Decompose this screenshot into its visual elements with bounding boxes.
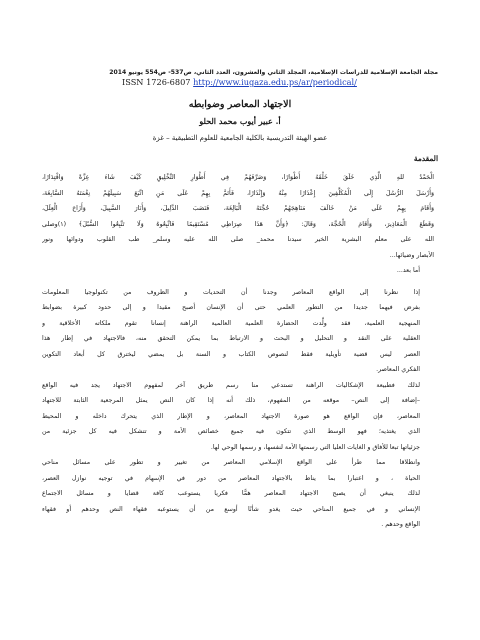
section-heading: المقدمة bbox=[413, 154, 438, 163]
text-line: –إضافة إلى النص– موقعه من المفهوم، ذلك أنه إذا كان النص يمثل المرجعية الثابتة للاجتهاد bbox=[42, 397, 420, 404]
journal-citation: مجلة الجامعة الإسلامية للدراسات الإسلامية، المجلد الثاني والعشرون، العدد الثاني، ص537- ص554 يونيو 2014 bbox=[109, 69, 438, 76]
text-line: الذي يغتذيه؛ فهو الوسط الذي تتكون فيه جميع خصائص الأمة و تتشكل فيه كل جزئية من bbox=[42, 428, 420, 435]
issn-line bbox=[122, 77, 438, 87]
paragraph-2 bbox=[42, 263, 438, 279]
text-line: بفرض فيهما جديدا من التطور العلمي حتى أن الإنسان أصبح مقيدا و إلى حدود كبيرة بضوابط bbox=[42, 304, 420, 311]
text-line: وانطلاقا مما طرأ على الواقع الإسلامي المعاصر من تغيير و تطور على مسائل مناحي bbox=[42, 459, 420, 466]
text-line: الأبصار وضيائها... bbox=[389, 251, 434, 259]
paragraph-5 bbox=[42, 455, 438, 533]
text-line: جزئياتها تبعا للأفاق و الغايات العليا التي رسمتها الأمة لنفسها، و رسمها الوحي لها. bbox=[210, 443, 420, 451]
article-title: الاجتهاد المعاصر وضوابطه bbox=[188, 99, 292, 110]
text-line: الحياة ، و اعتبارا بما يناط بالاجتهاد المعاصر من دور في الإسهام في توجيه نوازل العصر، bbox=[42, 474, 420, 482]
paragraph-4 bbox=[42, 378, 438, 456]
text-line: العصر ليس قضية تأويلية فقط لنصوص الكتاب و السنة بل يمضي ليخترق كل أبعاد التكوين bbox=[42, 350, 420, 358]
article-author: أ. عبير أيوب محمد الحلو bbox=[199, 116, 281, 126]
text-line: الإنساني و في جميع المناحي حيث يغدو شأنًا أوسع من أن يستوعبه فقهاء النص وحدهم أو فقهاء bbox=[42, 505, 420, 513]
text-line: الْحَمْدُ للهِ الَّذِي خَلَقَ خَلْقَهُ أَطْوَارًا، وَصَرَّفَهُمْ فِي أَطْوَارِ التَّخْلِيقِ كَيْفَ شَاءَ عِزَّةً وَاقْتِدَارًا، bbox=[42, 174, 434, 181]
author-affiliation: عضو الهيئة التدريسية بالكلية الجامعية للعلوم التطبيقية – غزة bbox=[152, 134, 328, 142]
text-line: وَقَطَعَ الْمَعَاذِيرَ، وَأَقَامَ الْحُجَّةَ، وَقَالَ: ﴿وَأَنَّ هَذَا صِرَاطِي مُسْتَقِيمًا فَاتَّبِعُوهُ وَلَا تَتَّبِعُوا السُّبُلَ﴾ (١)وصلى bbox=[42, 220, 434, 228]
paragraph-1 bbox=[42, 170, 438, 263]
text-line: الفكري المعاصر. bbox=[376, 366, 420, 373]
issn-number: ISSN 1726-6807 bbox=[122, 77, 191, 87]
journal-url-link[interactable]: http://www.iugaza.edu.ps/ar/periodical/ bbox=[193, 77, 357, 87]
text-line: العقلية على النقد و التحليل و البحث و الارتباط بما يمكن التحقق منه، فالاجتهاد في إطار هذا bbox=[42, 335, 420, 342]
text-line: وَأَرْسَلَ الرُّسُلَ إِلَى الْمُكَلَّفِينَ إِعْذَارًا مِنْهُ وَإِنْذَارًا، فَأَتَمَّ بِهِمْ عَلَى مَنِ اتَّبَعَ سَبِيلَهُمْ نِعْمَتَهُ السَّابِغَةَ، bbox=[42, 189, 434, 197]
text-line: الله على معلم البشرية الخير سيدنا محمد_ صلى الله عليه وسلم_ طب القلوب ودوائها ونور bbox=[42, 236, 434, 243]
text-line: المنهجية العلمية، فقد ولَّدت الحضارة العلمية العالمية الراهنة إنسانا تقوم ملكاته الأخلاقية و bbox=[42, 319, 420, 327]
text-line: إذا نظرنا إلى الواقع المعاصر وجدنا أن التحديات و الظروف من تكنولوجيا المعلومات bbox=[42, 288, 420, 296]
text-line: لذلك ينبغي أن يصبح الاجتهاد المعاصر همًّا فكريا يستوعب كافة قضايا و مسائل الاجتماع bbox=[42, 490, 420, 497]
text-line: المعاصر، فإن الواقع هو صورة الاجتهاد المعاصر، و الإطار الذي يتحرك داخله و المحيط bbox=[42, 412, 420, 420]
text-line: وَأَقَامَ بِهِمْ عَلَى مَنْ خَالَفَ مَنَاهِجَهُمْ حُجَّتَهُ الْبَالِغَةَ، فَنَصَبَ الدَّلِيلَ، وَأَنَارَ السَّبِيلَ، وَأَزَاحَ الْعِلَلَ، bbox=[42, 205, 434, 212]
text-line: الواقع وحدهم . bbox=[381, 521, 420, 528]
paragraph-3 bbox=[42, 285, 438, 378]
text-line: أما بعد... bbox=[396, 267, 420, 274]
text-line: لذلك فطبيعة الإشكاليات الراهنة تستدعي منا رسم طريق آخر لمفهوم الاجتهاد يجد فيه الواقع bbox=[42, 381, 420, 389]
body-text bbox=[42, 170, 438, 533]
